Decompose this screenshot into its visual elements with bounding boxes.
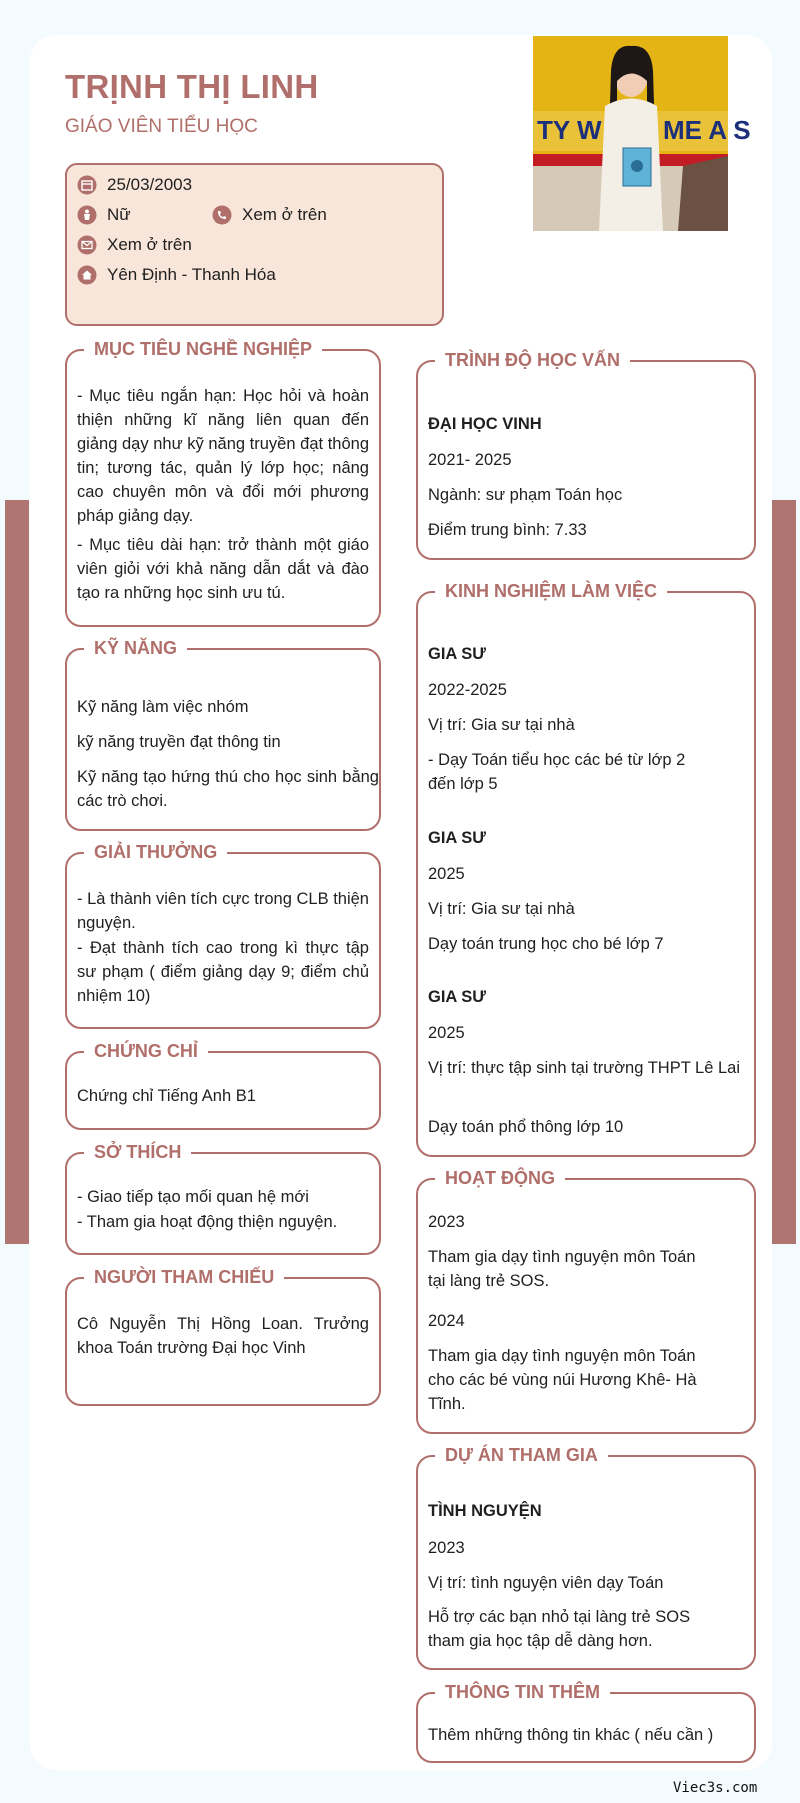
section-title: THÔNG TIN THÊM: [435, 1680, 610, 1704]
education-gpa: Điểm trung bình: 7.33: [428, 521, 587, 539]
education-years: 2021- 2025: [428, 451, 512, 469]
section-title: SỞ THÍCH: [84, 1140, 191, 1164]
birthday-row: [77, 175, 192, 195]
education-major: Ngành: sư phạm Toán học: [428, 486, 623, 504]
hobby-item: - Tham gia hoạt động thiện nguyện.: [77, 1213, 338, 1231]
objective-long-term: - Mục tiêu dài hạn: trở thành một giáo viên giỏi với khả năng dẫn dắt và đào tạo ra những học sinh ưu tú.: [77, 536, 369, 602]
address-row: [77, 265, 276, 285]
section-title: KINH NGHIỆM LÀM VIỆC: [435, 579, 667, 603]
birthday-text: 25/03/2003: [107, 175, 193, 194]
email-row: [77, 235, 192, 255]
job-role: GIA SƯ: [428, 988, 486, 1006]
job-title: GIÁO VIÊN TIỂU HỌC: [65, 116, 258, 137]
section-title: HOẠT ĐỘNG: [435, 1166, 565, 1190]
activity-year: 2024: [428, 1312, 465, 1330]
activity-description: Tham gia dạy tình nguyện môn Toán tại làng trẻ SOS.: [428, 1248, 696, 1290]
section-title: DỰ ÁN THAM GIA: [435, 1443, 608, 1467]
svg-text:TY W: TY W: [537, 115, 602, 145]
job-role: GIA SƯ: [428, 829, 486, 847]
section-title: NGƯỜI THAM CHIẾU: [84, 1265, 284, 1289]
references-section: [65, 1267, 381, 1406]
phone-row: [212, 205, 327, 225]
watermark: Viec3s.com: [673, 1780, 758, 1796]
section-title: KỸ NĂNG: [84, 636, 187, 660]
job-period: 2025: [428, 1024, 465, 1042]
job-position: Vị trí: Gia sư tại nhà: [428, 716, 575, 734]
school-name: ĐẠI HỌC VINH: [428, 415, 542, 433]
home-icon: [77, 265, 97, 285]
project-position: Vị trí: tình nguyện viên dạy Toán: [428, 1574, 664, 1592]
awards-section: [65, 842, 381, 1029]
objective-section: [65, 339, 381, 627]
activity-year: 2023: [428, 1213, 465, 1231]
job-description: Dạy toán phổ thông lớp 10: [428, 1118, 624, 1136]
skill-item: Kỹ năng làm việc nhóm: [77, 698, 249, 716]
section-title: CHỨNG CHỈ: [84, 1039, 208, 1063]
gender-text: Nữ: [107, 205, 131, 224]
job-description: - Dạy Toán tiểu học các bé từ lớp 2 đến lớp 5: [428, 751, 686, 793]
candidate-name: TRỊNH THỊ LINH: [65, 68, 319, 105]
email-text: Xem ở trên: [107, 235, 192, 254]
job-period: 2022-2025: [428, 681, 507, 699]
project-year: 2023: [428, 1539, 465, 1557]
profile-photo: [533, 36, 751, 231]
objective-short-term: - Mục tiêu ngắn hạn: Học hỏi và hoàn thiện những kĩ năng liên quan đến giảng dạy như kỹ năng truyền đạt thông tin; tương tác, quản lý lớp học; nâng cao chuyên môn và đổi mới phương pháp giảng dạy.: [77, 387, 369, 525]
skill-item: Kỹ năng tạo hứng thú cho học sinh bằng các trò chơi.: [77, 768, 379, 810]
svg-text:ME A S: ME A S: [663, 115, 751, 145]
skill-item: kỹ năng truyền đạt thông tin: [77, 733, 281, 751]
email-icon: [77, 235, 97, 255]
phone-icon: [212, 205, 232, 225]
projects-section: [416, 1445, 756, 1670]
reference-item: Cô Nguyễn Thị Hồng Loan. Trưởng khoa Toán trường Đại học Vinh: [77, 1315, 369, 1357]
left-accent-bar: [5, 500, 29, 1244]
activity-description: Tham gia dạy tình nguyện môn Toán cho các bé vùng núi Hương Khê- Hà Tĩnh.: [428, 1347, 697, 1413]
certificates-section: [65, 1041, 381, 1130]
activities-section: [416, 1168, 756, 1434]
job-description: Dạy toán trung học cho bé lớp 7: [428, 935, 664, 953]
project-description: Hỗ trợ các bạn nhỏ tại làng trẻ SOS tham gia học tập dễ dàng hơn.: [428, 1608, 691, 1650]
address-text: Yên Định - Thanh Hóa: [107, 265, 276, 284]
gender-row: [77, 205, 131, 225]
certificate-item: Chứng chỉ Tiếng Anh B1: [77, 1087, 256, 1105]
job-position: Vị trí: thực tập sinh tại trường THPT Lê Lai: [428, 1059, 741, 1077]
job-position: Vị trí: Gia sư tại nhà: [428, 900, 575, 918]
calendar-icon: [77, 175, 97, 195]
skills-section: [65, 638, 381, 831]
additional-info-text: Thêm những thông tin khác ( nếu cần ): [428, 1726, 714, 1744]
section-title: GIẢI THƯỞNG: [84, 840, 227, 864]
right-accent-bar: [772, 500, 796, 1244]
education-section: [416, 350, 756, 560]
job-role: GIA SƯ: [428, 645, 486, 663]
section-title: MỤC TIÊU NGHỀ NGHIỆP: [84, 337, 322, 361]
phone-text: Xem ở trên: [242, 205, 327, 224]
hobbies-section: [65, 1142, 381, 1255]
job-period: 2025: [428, 865, 465, 883]
section-title: TRÌNH ĐỘ HỌC VẤN: [435, 348, 630, 372]
award-item: - Là thành viên tích cực trong CLB thiện nguyện.: [77, 890, 369, 932]
project-name: TÌNH NGUYỆN: [428, 1502, 542, 1520]
gender-icon: [77, 205, 97, 225]
additional-info-section: [416, 1682, 756, 1763]
hobby-item: - Giao tiếp tạo mối quan hệ mới: [77, 1188, 309, 1206]
contact-box: [65, 163, 444, 326]
experience-section: [416, 581, 756, 1157]
award-item: - Đạt thành tích cao trong kì thực tập sư phạm ( điểm giảng dạy 9; điểm chủ nhiệm 10): [77, 939, 369, 1005]
